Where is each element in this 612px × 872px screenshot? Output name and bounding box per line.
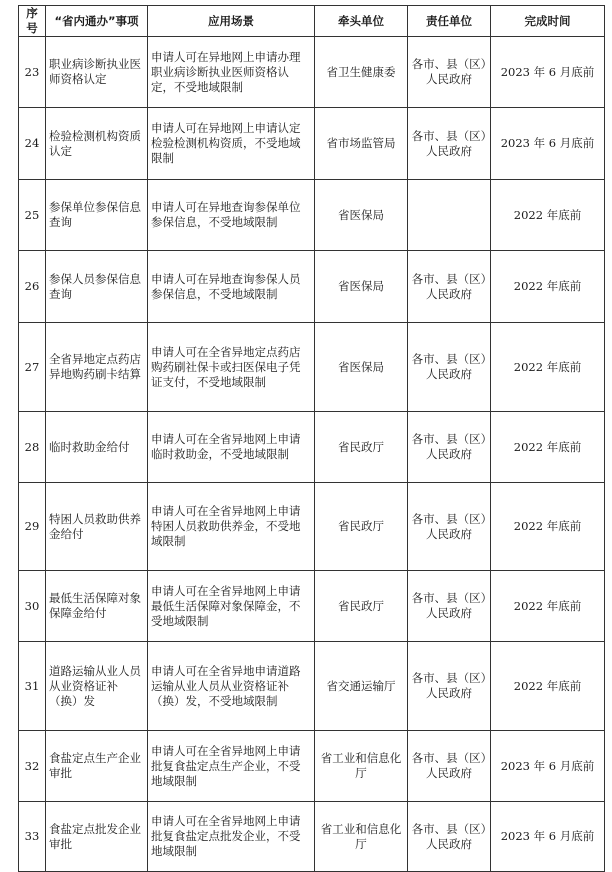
table-row <box>19 802 605 872</box>
cell-item: 临时救助金给付 <box>46 412 148 483</box>
header-item: “省内通办”事项 <box>46 6 148 37</box>
cell-no: 23 <box>19 37 46 108</box>
table-row <box>19 642 605 731</box>
cell-resp: 各市、县（区）人民政府 <box>408 251 491 323</box>
header-resp: 责任单位 <box>408 6 491 37</box>
cell-time: 2023 年 6 月底前 <box>491 731 605 802</box>
cell-lead: 省卫生健康委 <box>315 37 408 108</box>
cell-scene: 申请人可在全省异地网上申请临时救助金，不受地域限制 <box>148 412 315 483</box>
cell-resp: 各市、县（区）人民政府 <box>408 37 491 108</box>
cell-resp: 各市、县（区）人民政府 <box>408 323 491 412</box>
cell-resp: 各市、县（区）人民政府 <box>408 571 491 642</box>
header-scene: 应用场景 <box>148 6 315 37</box>
table-row <box>19 412 605 483</box>
cell-lead: 省交通运输厅 <box>315 642 408 731</box>
cell-item: 食盐定点生产企业审批 <box>46 731 148 802</box>
cell-lead: 省医保局 <box>315 251 408 323</box>
cell-item: 检验检测机构资质认定 <box>46 108 148 180</box>
cell-scene: 申请人可在异地网上申请认定检验检测机构资质，不受地域限制 <box>148 108 315 180</box>
cell-scene: 申请人可在全省异地网上申请特困人员救助供养金，不受地域限制 <box>148 483 315 571</box>
cell-no: 24 <box>19 108 46 180</box>
cell-item: 最低生活保障对象保障金给付 <box>46 571 148 642</box>
cell-lead: 省医保局 <box>315 323 408 412</box>
cell-no: 27 <box>19 323 46 412</box>
cell-item: 特困人员救助供养金给付 <box>46 483 148 571</box>
cell-time: 2023 年 6 月底前 <box>491 37 605 108</box>
cell-item: 道路运输从业人员从业资格证补（换）发 <box>46 642 148 731</box>
cell-time: 2022 年底前 <box>491 323 605 412</box>
cell-time: 2022 年底前 <box>491 180 605 251</box>
cell-scene: 申请人可在全省异地网上申请最低生活保障对象保障金，不受地域限制 <box>148 571 315 642</box>
cell-time: 2022 年底前 <box>491 483 605 571</box>
cell-no: 32 <box>19 731 46 802</box>
cell-scene: 申请人可在异地网上申请办理职业病诊断执业医师资格认定，不受地域限制 <box>148 37 315 108</box>
cell-scene: 申请人可在异地查询参保单位参保信息，不受地域限制 <box>148 180 315 251</box>
cell-item: 职业病诊断执业医师资格认定 <box>46 37 148 108</box>
cell-resp: 各市、县（区）人民政府 <box>408 412 491 483</box>
table-header-row <box>19 6 605 37</box>
cell-time: 2023 年 6 月底前 <box>491 802 605 872</box>
table-row <box>19 571 605 642</box>
tasks-table <box>18 5 605 872</box>
header-lead: 牵头单位 <box>315 6 408 37</box>
cell-lead: 省医保局 <box>315 180 408 251</box>
cell-resp: 各市、县（区）人民政府 <box>408 108 491 180</box>
cell-no: 26 <box>19 251 46 323</box>
cell-scene: 申请人可在异地查询参保人员参保信息，不受地域限制 <box>148 251 315 323</box>
cell-resp <box>408 180 491 251</box>
cell-scene: 申请人可在全省异地申请道路运输从业人员从业资格证补（换）发，不受地域限制 <box>148 642 315 731</box>
cell-scene: 申请人可在全省异地网上申请批复食盐定点生产企业，不受地域限制 <box>148 731 315 802</box>
cell-time: 2022 年底前 <box>491 571 605 642</box>
cell-resp: 各市、县（区）人民政府 <box>408 802 491 872</box>
cell-no: 30 <box>19 571 46 642</box>
cell-item: 参保人员参保信息查询 <box>46 251 148 323</box>
table-row <box>19 108 605 180</box>
table-row <box>19 251 605 323</box>
cell-lead: 省工业和信息化厅 <box>315 802 408 872</box>
header-time: 完成时间 <box>491 6 605 37</box>
cell-no: 28 <box>19 412 46 483</box>
cell-resp: 各市、县（区）人民政府 <box>408 642 491 731</box>
cell-scene: 申请人可在全省异地定点药店购药刷社保卡或扫医保电子凭证支付，不受地域限制 <box>148 323 315 412</box>
cell-scene: 申请人可在全省异地网上申请批复食盐定点批发企业，不受地域限制 <box>148 802 315 872</box>
cell-item: 全省异地定点药店异地购药刷卡结算 <box>46 323 148 412</box>
cell-lead: 省工业和信息化厅 <box>315 731 408 802</box>
cell-no: 29 <box>19 483 46 571</box>
table-row <box>19 180 605 251</box>
cell-lead: 省民政厅 <box>315 412 408 483</box>
cell-item: 参保单位参保信息查询 <box>46 180 148 251</box>
cell-resp: 各市、县（区）人民政府 <box>408 731 491 802</box>
table-row <box>19 731 605 802</box>
cell-lead: 省民政厅 <box>315 483 408 571</box>
table-row <box>19 323 605 412</box>
cell-time: 2023 年 6 月底前 <box>491 108 605 180</box>
table-row <box>19 483 605 571</box>
cell-time: 2022 年底前 <box>491 412 605 483</box>
cell-no: 25 <box>19 180 46 251</box>
cell-lead: 省市场监管局 <box>315 108 408 180</box>
cell-no: 31 <box>19 642 46 731</box>
table-row <box>19 37 605 108</box>
cell-item: 食盐定点批发企业审批 <box>46 802 148 872</box>
cell-lead: 省民政厅 <box>315 571 408 642</box>
header-no: 序号 <box>19 6 46 37</box>
cell-time: 2022 年底前 <box>491 642 605 731</box>
cell-resp: 各市、县（区）人民政府 <box>408 483 491 571</box>
cell-no: 33 <box>19 802 46 872</box>
cell-time: 2022 年底前 <box>491 251 605 323</box>
